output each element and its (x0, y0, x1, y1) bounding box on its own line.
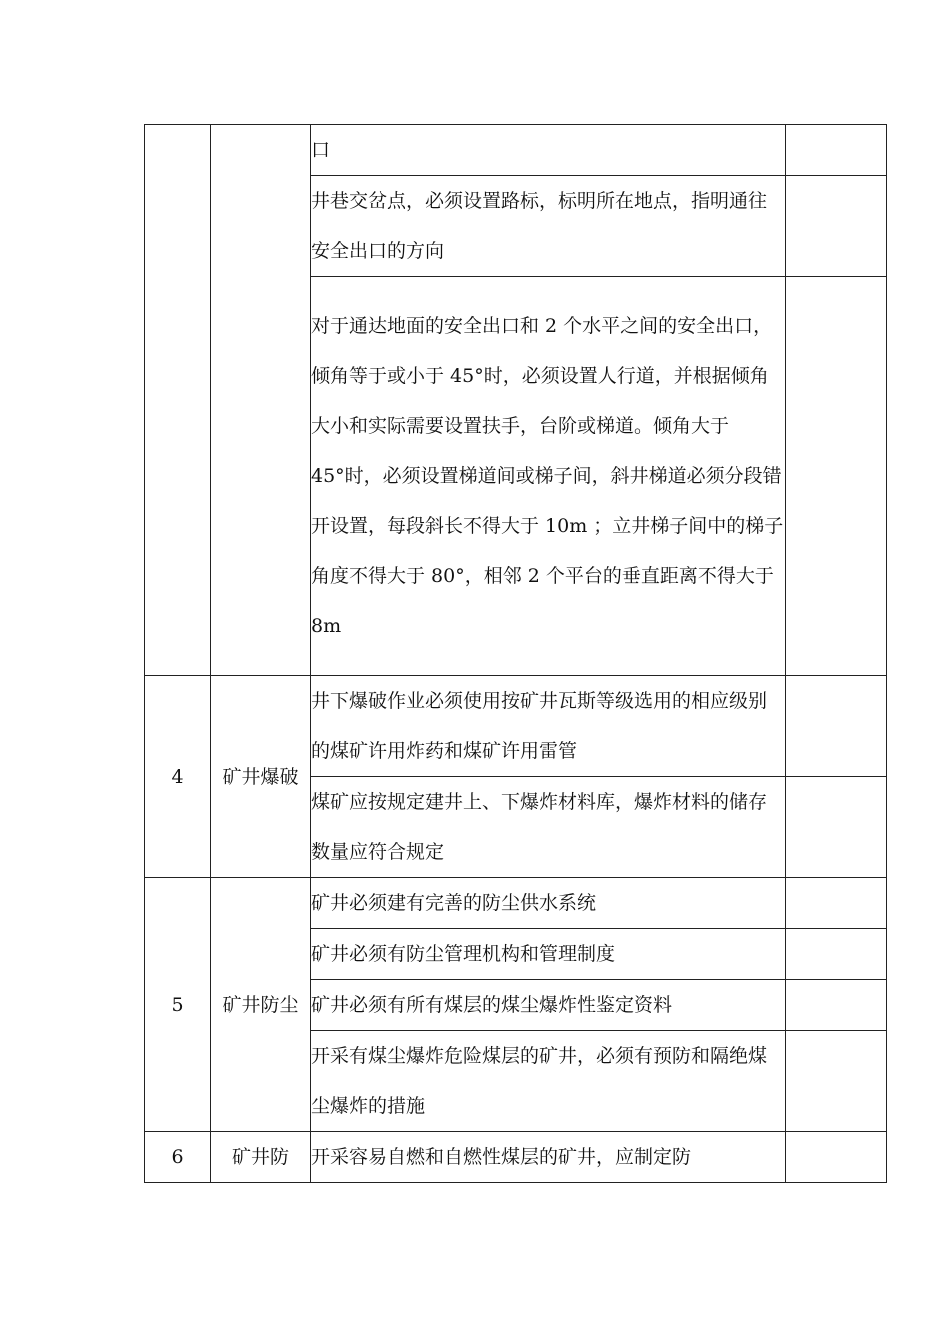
result-cell (786, 176, 887, 277)
item-number-cell: 4 (145, 676, 211, 878)
table-row (145, 676, 887, 777)
item-number-cell: 5 (145, 878, 211, 1132)
result-cell (786, 277, 887, 676)
requirement-cell: 矿井必须建有完善的防尘供水系统 (311, 878, 786, 929)
requirement-cell: 矿井必须有所有煤层的煤尘爆炸性鉴定资料 (311, 980, 786, 1031)
result-cell (786, 929, 887, 980)
requirement-cell: 井巷交岔点，必须设置路标，标明所在地点，指明通往安全出口的方向 (311, 176, 786, 277)
requirement-cell: 口 (311, 125, 786, 176)
item-name-cell: 矿井爆破 (211, 676, 311, 878)
requirement-cell: 开采有煤尘爆炸危险煤层的矿井，必须有预防和隔绝煤尘爆炸的措施 (311, 1031, 786, 1132)
result-cell (786, 878, 887, 929)
result-cell (786, 676, 887, 777)
result-cell (786, 125, 887, 176)
requirement-cell: 矿井必须有防尘管理机构和管理制度 (311, 929, 786, 980)
requirement-cell: 煤矿应按规定建井上、下爆炸材料库，爆炸材料的储存数量应符合规定 (311, 777, 786, 878)
table-row (145, 878, 887, 929)
item-number-cell: 6 (145, 1132, 211, 1183)
result-cell (786, 980, 887, 1031)
item-number-cell (145, 125, 211, 676)
result-cell (786, 777, 887, 878)
requirement-cell: 对于通达地面的安全出口和 2 个水平之间的安全出口，倾角等于或小于 45°时，必须设置人行道，并根据倾角大小和实际需要设置扶手，台阶或梯道。倾角大于 45°时，必须设置梯道间或梯子间，斜井梯道必须分段错开设置，每段斜长不得大于 10m ；立井梯子间中的梯子角度不得大于 80°，相邻 2 个平台的垂直距离不得大于 8m (311, 277, 786, 676)
table-row (145, 1132, 887, 1183)
item-name-cell (211, 125, 311, 676)
table-row (145, 125, 887, 176)
result-cell (786, 1132, 887, 1183)
result-cell (786, 1031, 887, 1132)
item-name-cell: 矿井防尘 (211, 878, 311, 1132)
requirement-cell: 井下爆破作业必须使用按矿井瓦斯等级选用的相应级别的煤矿许用炸药和煤矿许用雷管 (311, 676, 786, 777)
inspection-table (144, 124, 887, 1183)
requirement-cell: 开采容易自燃和自燃性煤层的矿井，应制定防 (311, 1132, 786, 1183)
item-name-cell: 矿井防 (211, 1132, 311, 1183)
